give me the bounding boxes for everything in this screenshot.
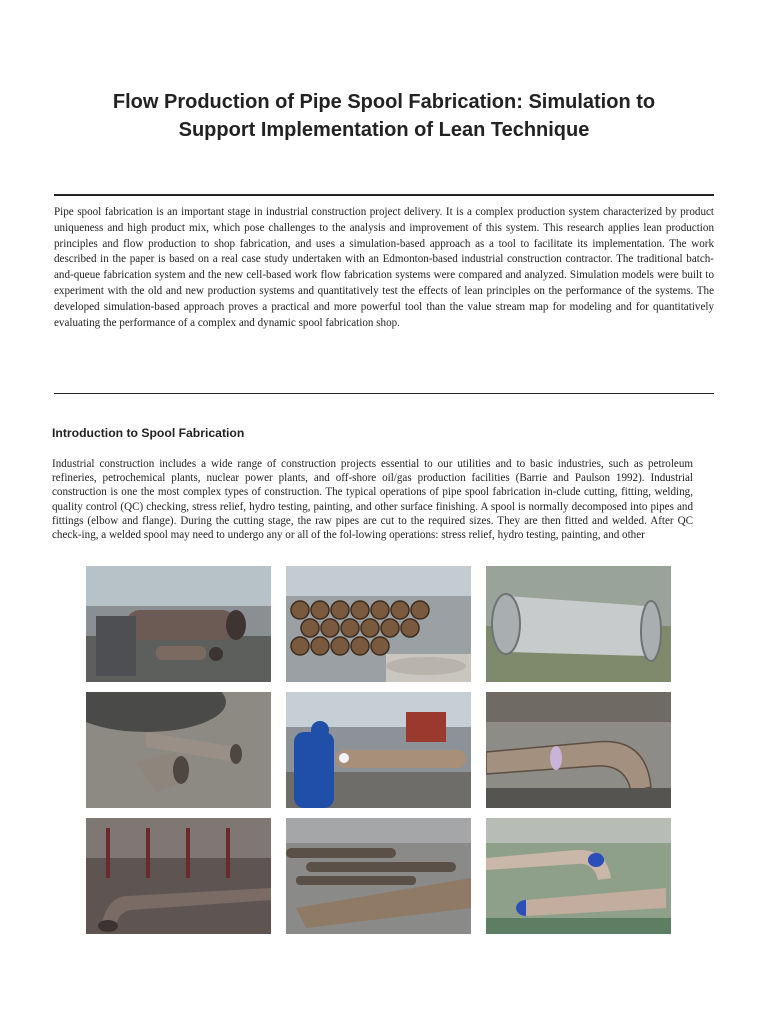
abstract-top-rule	[54, 194, 714, 196]
photo-fabrication-hall	[86, 818, 271, 934]
photo-reducers	[86, 692, 271, 808]
photo-painted-spools	[486, 818, 671, 934]
photo-flanged-spool	[486, 566, 671, 682]
photo-stacked-pipes	[286, 566, 471, 682]
paper-title-line-2: Support Implementation of Lean Technique	[178, 119, 590, 141]
paper-title	[54, 88, 714, 144]
paper-title-line-1: Flow Production of Pipe Spool Fabrication: Simulation to	[112, 91, 656, 113]
photo-welded-elbow	[486, 692, 671, 808]
photo-pipe-fittings	[86, 566, 271, 682]
abstract-text: Pipe spool fabrication is an important stage in industrial construction project delivery. It is a complex production system characterized by product uniqueness and high product mix, which pose challenges to the analysis and improvement of this system. This research applies lean production principles and flow production to shop fabrication, and uses a simulation-based approach as a tool to facilitate its implementation. The work described in the paper is based on a real case study undertaken with an Edmonton-based industrial construction contractor. The traditional batch-and-queue fabrication system and the new cell-based work flow fabrication systems were compared and analyzed. Simulation models were built to experiment with the old and new production systems and quantitatively test the effects of lean principles on the performance of the systems. The developed simulation-based approach proves a practical and more powerful tool than the value stream map for modeling and for quantitatively evaluating the performance of a complex and dynamic spool fabrication shop.	[54, 206, 714, 329]
photo-welder	[286, 692, 471, 808]
abstract-bottom-rule	[54, 393, 714, 394]
section-body-text: Industrial construction includes a wide range of construction projects essential to our utilities and to basic industries, such as petroleum refineries, petrochemical plants, nuclear power plants, and off-shore oil/gas production facilities (Barrie and Paulson 1992). Industrial construction is one the most complex types of construction. The typical operations of pipe spool fabrication in-clude cutting, fitting, welding, quality control (QC) checking, stress relief, hydro testing, painting, and other surface finishing. A spool is normally decomposed into pipes and fittings (elbow and flange). During the cutting stage, the raw pipes are cut to the required sizes. They are then fitted and welded. After QC check-ing, a welded spool may need to undergo any or all of the fol-lowing operations: stress relief, hydro testing, painting, and other	[52, 458, 693, 542]
section-heading: Introduction to Spool Fabrication	[52, 426, 245, 440]
photo-pipe-yard	[286, 818, 471, 934]
